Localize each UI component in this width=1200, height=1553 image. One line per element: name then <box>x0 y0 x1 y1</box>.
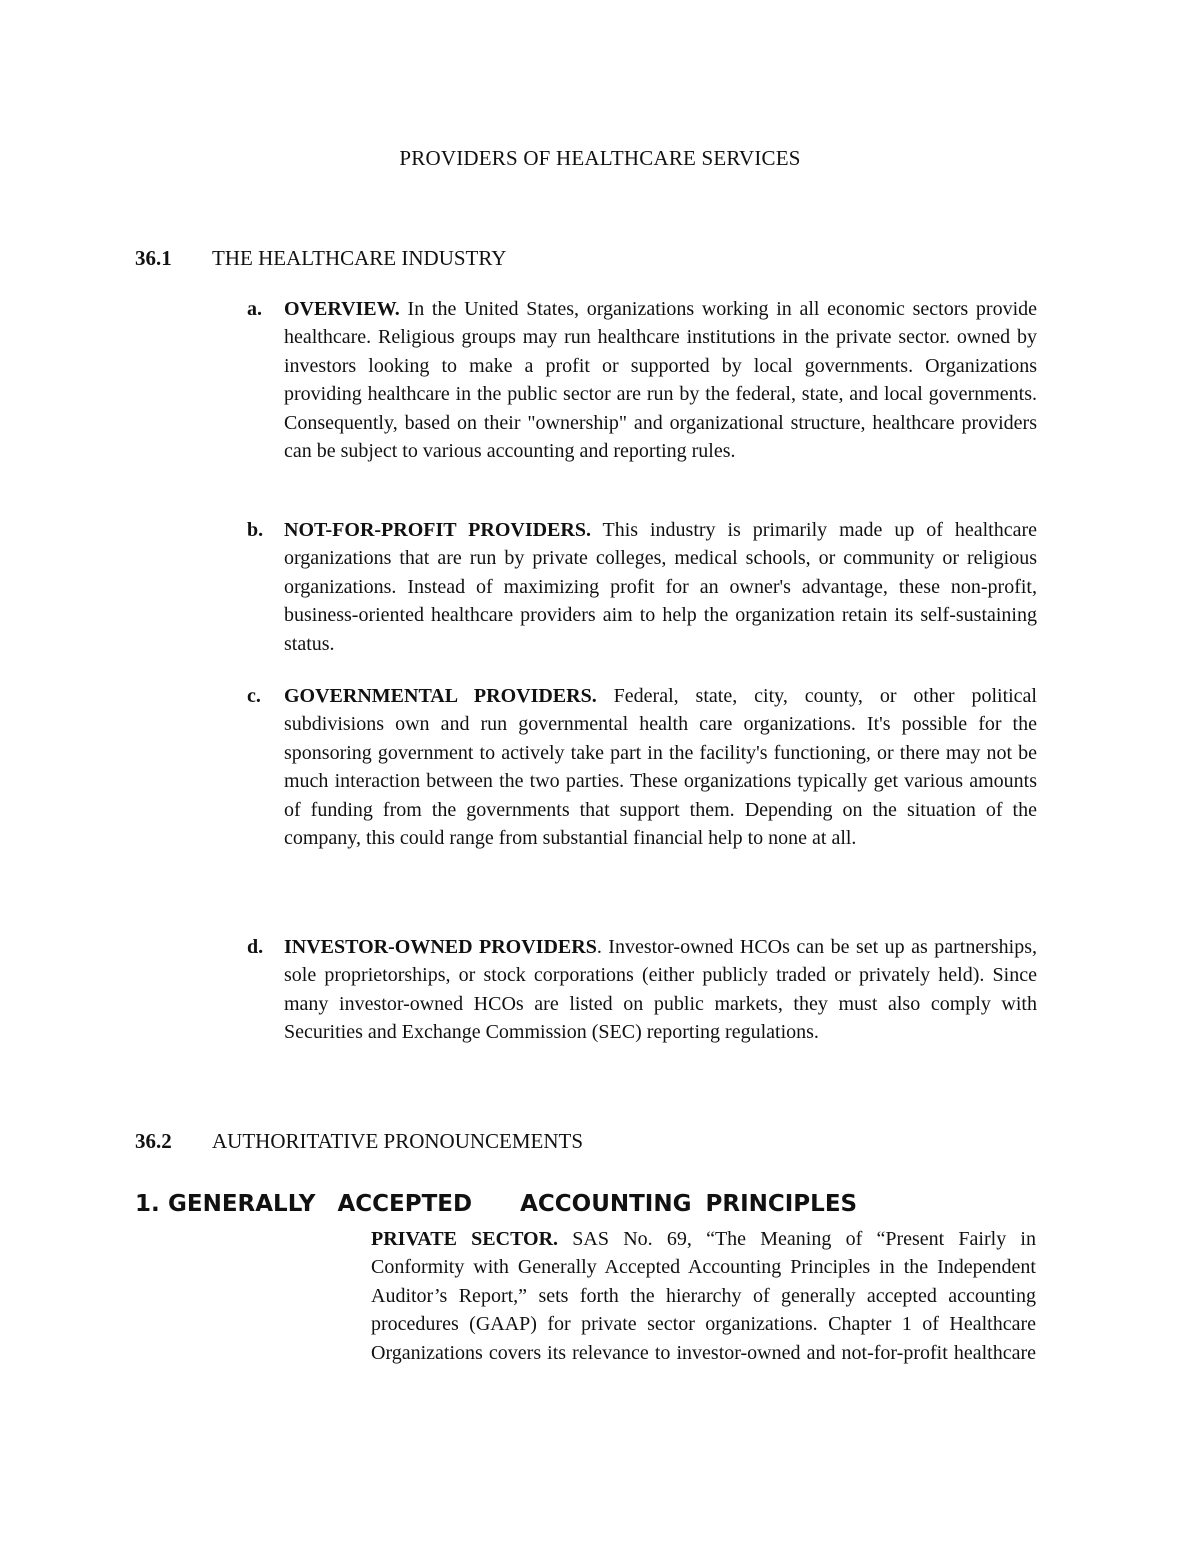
list-item-overview <box>247 295 1037 465</box>
item-text: In the United States, organizations working in all economic sectors provide healthcare. Religious groups may run healthcare institutions in the private sector. owned by investors looking to make a profit or supported by local governments. Organizations providing healthcare in the public sector are run by the federal, state, and local governments. Consequently, based on their "ownership" and organizational structure, healthcare providers can be subject to various accounting and reporting rules. <box>284 298 1037 463</box>
item-paragraph <box>284 295 1037 465</box>
section-heading-36-2 <box>135 1127 583 1155</box>
item-paragraph <box>284 682 1037 852</box>
item-paragraph <box>284 516 1037 658</box>
gaap-heading <box>135 1188 857 1220</box>
section-number: 36.2 <box>135 1129 172 1153</box>
item-lead: INVESTOR-OWNED PROVIDERS <box>284 936 597 958</box>
private-sector-paragraph <box>371 1225 1036 1367</box>
section-title: THE HEALTHCARE INDUSTRY <box>212 246 507 270</box>
section-heading-36-1 <box>135 244 506 272</box>
gaap-heading-word: ACCOUNTING <box>520 1191 692 1217</box>
list-item-governmental <box>247 682 1037 852</box>
gaap-heading-number: 1. <box>135 1191 160 1217</box>
private-sector-text: SAS No. 69, “The Meaning of “Present Fairly in Conformity with Generally Accepted Accounting Principles in the Independent Auditor’s Report,” sets forth the hierarchy of generally accepted accounting procedures (GAAP) for private sector organizations. Chapter 1 of Healthcare Organizations covers its relevance to investor-owned and not-for-profit healthcare <box>371 1228 1036 1364</box>
item-letter: c. <box>247 685 261 707</box>
item-letter: a. <box>247 298 262 320</box>
item-letter: d. <box>247 936 264 958</box>
item-text: . Investor-owned HCOs can be set up as partnerships, sole proprietorships, or stock corporations (either publicly traded or privately held). Since many investor-owned HCOs are listed on public markets, they must also comply with Securities and Exchange Commission (SEC) reporting regulations. <box>284 936 1037 1044</box>
section-number: 36.1 <box>135 246 172 270</box>
item-lead: NOT-FOR-PROFIT PROVIDERS. <box>284 519 591 541</box>
gaap-heading-word: PRINCIPLES <box>705 1191 858 1217</box>
gaap-heading-word: GENERALLY <box>168 1191 316 1217</box>
gaap-heading-word: ACCEPTED <box>337 1191 473 1217</box>
item-letter: b. <box>247 519 264 541</box>
list-item-not-for-profit <box>247 516 1037 658</box>
item-text: Federal, state, city, county, or other political subdivisions own and run governmental health care organizations. It's possible for the sponsoring government to actively take part in the facility's functioning, or there may not be much interaction between the two parties. These organizations typically get various amounts of funding from the governments that support them. Depending on the situation of the company, this could range from substantial financial help to none at all. <box>284 685 1037 850</box>
item-paragraph <box>284 933 1037 1047</box>
document-title: PROVIDERS OF HEALTHCARE SERVICES <box>399 146 801 170</box>
item-text: This industry is primarily made up of healthcare organizations that are run by private colleges, medical schools, or community or religious organizations. Instead of maximizing profit for an owner's advantage, these non-profit, business-oriented healthcare providers aim to help the organization retain its self-sustaining status. <box>284 519 1037 655</box>
item-lead: GOVERNMENTAL PROVIDERS. <box>284 685 597 707</box>
section-title: AUTHORITATIVE PRONOUNCEMENTS <box>212 1129 584 1153</box>
list-item-investor-owned <box>247 933 1037 1047</box>
item-lead: OVERVIEW. <box>284 298 400 320</box>
private-sector-lead: PRIVATE SECTOR. <box>371 1228 559 1250</box>
